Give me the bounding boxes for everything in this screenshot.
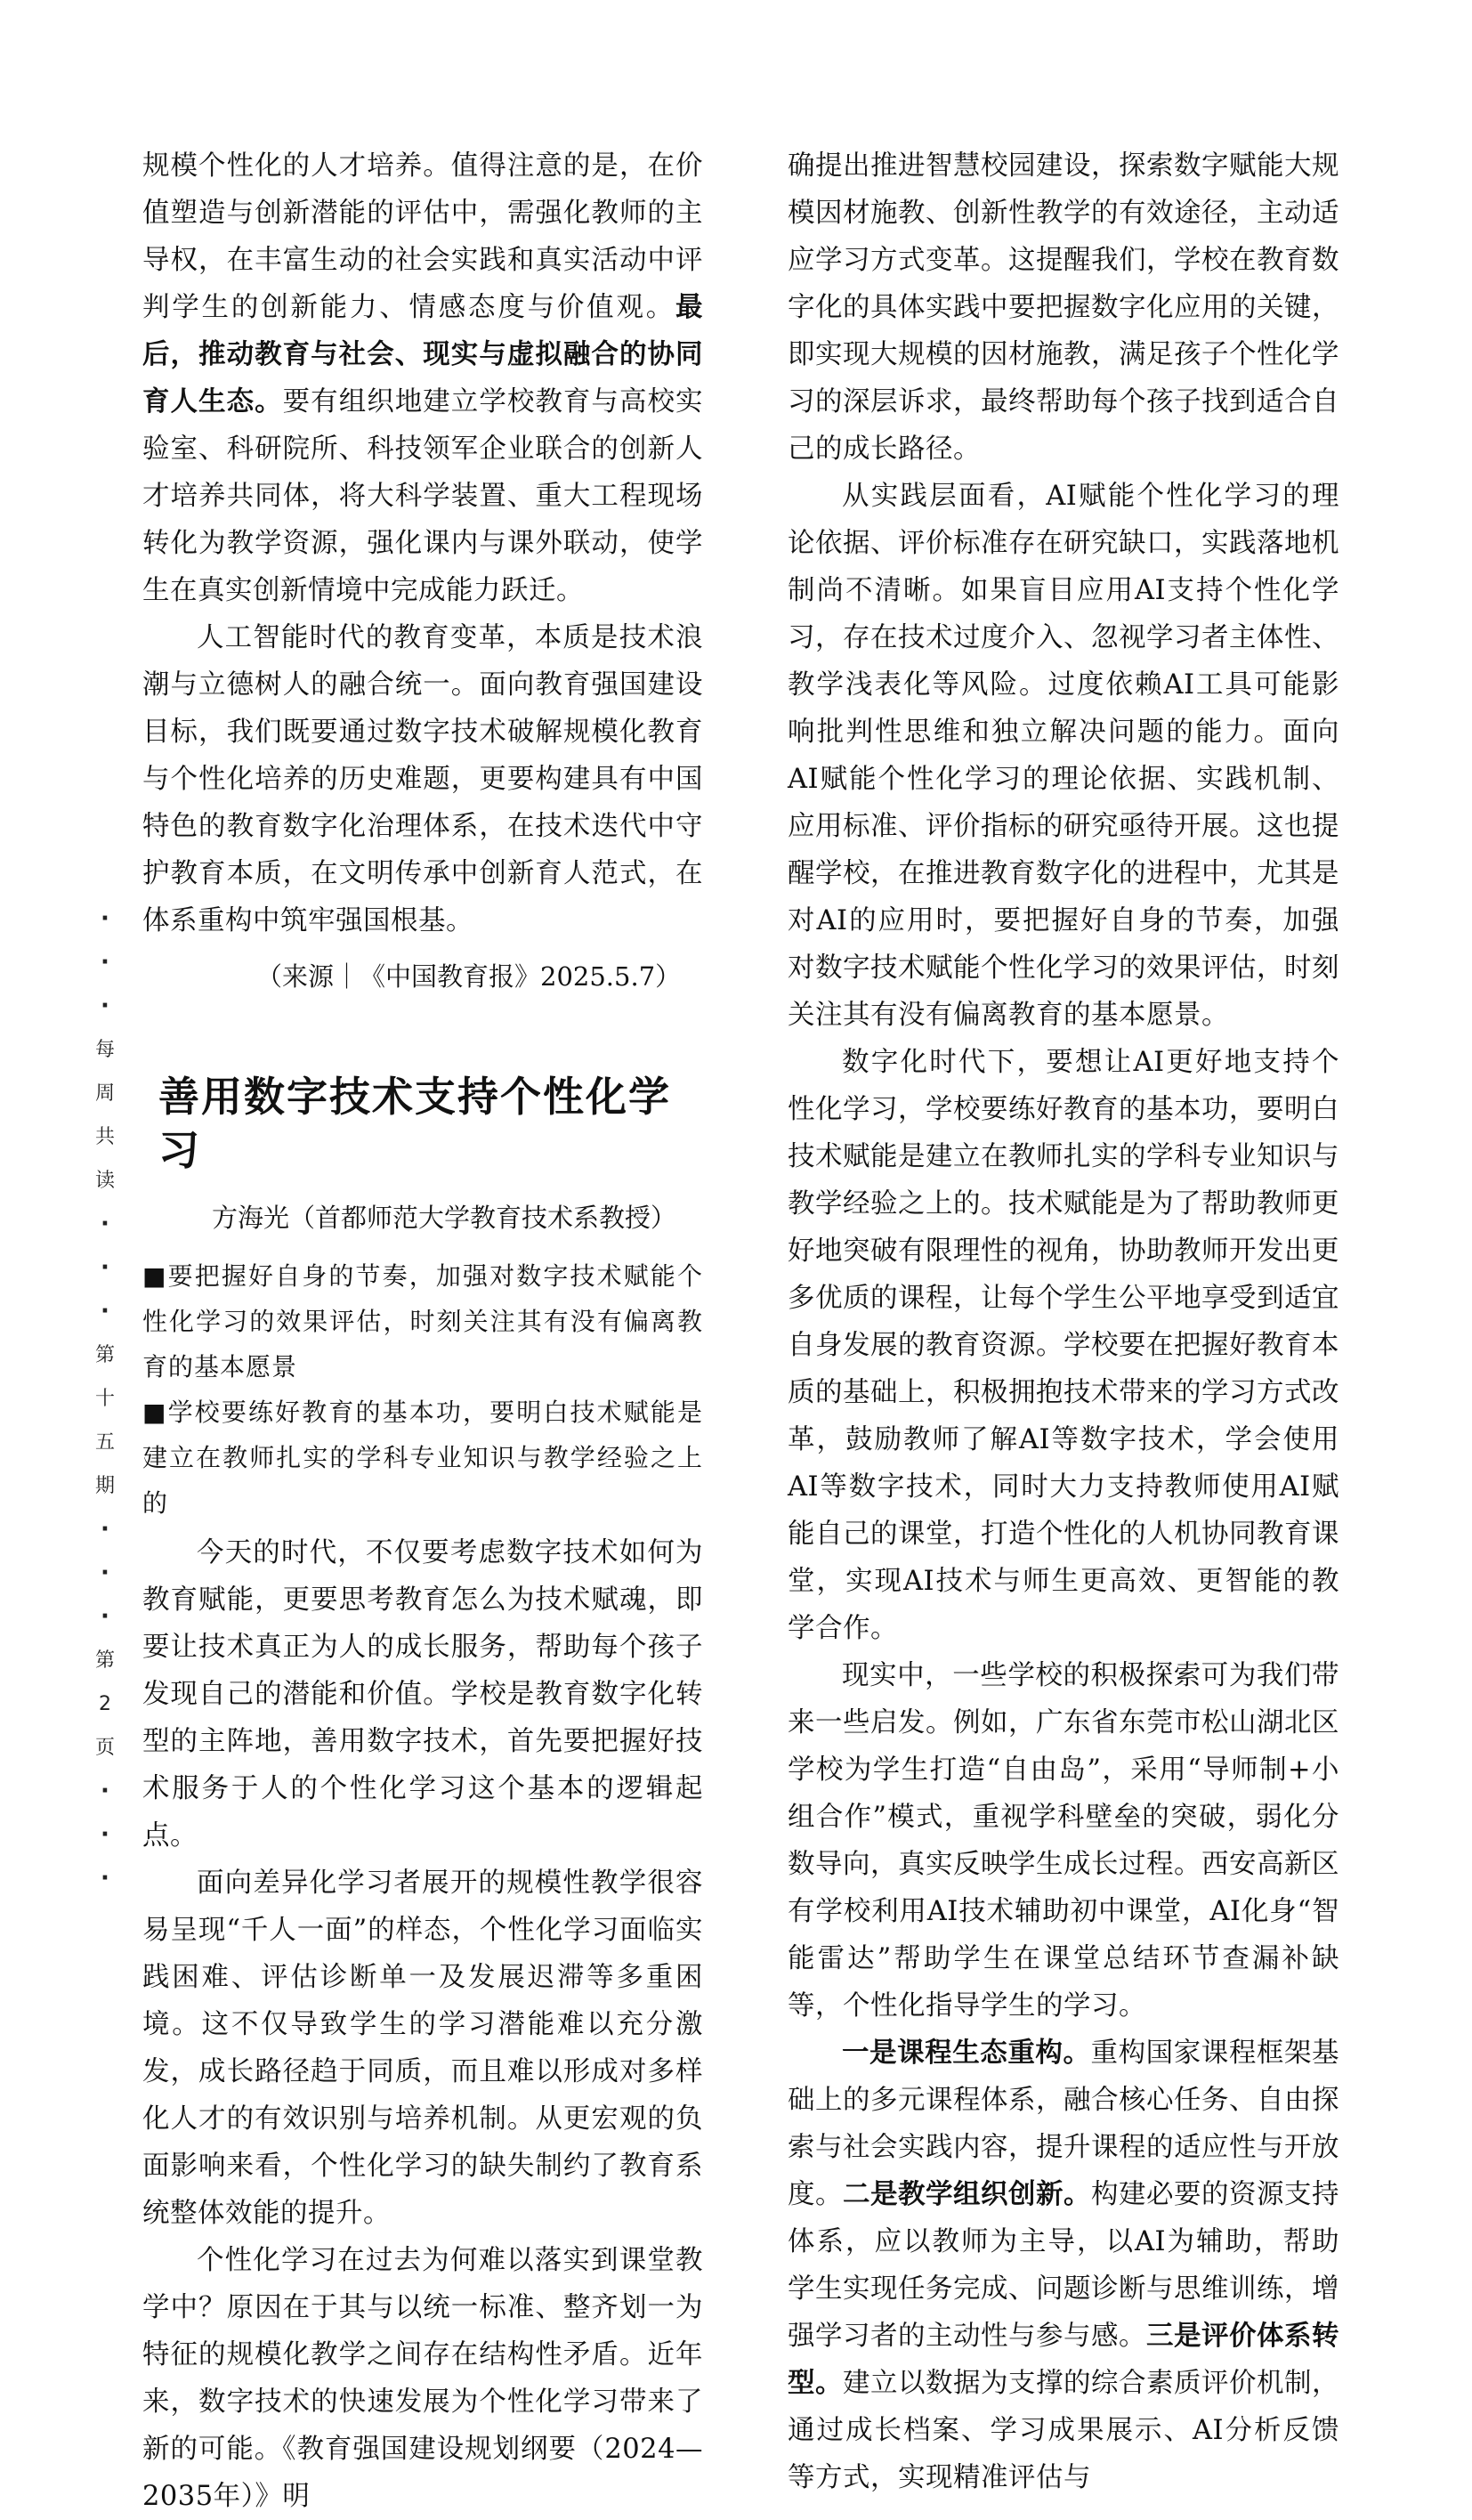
bold-run: 三是评价体系转型。: [788, 2320, 1339, 2399]
text-run: 从实践层面看，AI赋能个性化学习的理论依据、评价标准存在研究缺口，实践落地机制尚不清晰。如果盲目应用AI支持个性化学习，存在技术过度介入、忽视学习者主体性、教学浅表化等风险。过度依赖AI工具可能影响批判性思维和独立解决问题的能力。面向AI赋能个性化学习的理论依据、实践机制、应用标准、评价指标的研究亟待开展。这也提醒学校，在推进教育数字化的进程中，尤其是对AI的应用时，要把握好自身的节奏，加强对数字技术赋能个性化学习的效果评估，时刻关注其有没有偏离教育的基本愿景。: [788, 481, 1339, 1031]
strip-char: 周: [94, 1082, 115, 1105]
strip-dot: ·: [101, 1560, 109, 1586]
author-line: 方海光（首都师范大学教育技术系教授）: [212, 1203, 677, 1233]
paragraph: [788, 2030, 1339, 2501]
text-run: 今天的时代，不仅要考虑数字技术如何为教育赋能，更要思考教育怎么为技术赋魂，即要让技术真正为人的成长服务，帮助每个孩子发现自己的潜能和价值。学校是教育数字化转型的主阵地，善用数字技术，首先要把握好技术服务于人的个性化学习这个基本的逻辑起点。: [142, 1537, 703, 1852]
strip-dot: ·: [101, 1254, 109, 1281]
left-bottom-paragraphs: [142, 1529, 703, 2520]
strip-dot: ·: [101, 1603, 109, 1630]
text-run: 规模个性化的人才培养。值得注意的是，在价值塑造与创新潜能的评估中，需强化教师的主导权，在丰富生动的社会实践和真实活动中评判学生的创新能力、情感态度与价值观。: [142, 150, 703, 323]
highlight-item: ■学校要练好教育的基本功，要明白技术赋能是建立在教师扎实的学科专业知识与教学经验之上的: [142, 1398, 703, 1518]
right-column: [788, 142, 1339, 2501]
left-column: [142, 142, 703, 2520]
strip-dot: ·: [101, 1298, 109, 1325]
side-strip: [87, 897, 123, 1900]
paragraph: [788, 142, 1339, 473]
strip-dot: ·: [101, 905, 109, 932]
text-run: 面向差异化学习者展开的规模性教学很容易呈现“千人一面”的样态，个性化学习面临实践困难、评估诊断单一及发展迟滞等多重困境。这不仅导致学生的学习潜能难以充分激发，成长路径趋于同质，而且难以形成对多样化人才的有效识别与培养机制。从更宏观的负面影响来看，个性化学习的缺失制约了教育系统整体效能的提升。: [142, 1868, 703, 2229]
paragraph: [142, 142, 703, 614]
paragraph: [788, 1652, 1339, 2030]
strip-char: 五: [94, 1431, 115, 1454]
highlight-item: ■要把握好自身的节奏，加强对数字技术赋能个性化学习的效果评估，时刻关注其有没有偏离教育的基本愿景: [142, 1261, 703, 1382]
source-citation: （来源｜《中国教育报》2025.5.7）: [256, 961, 682, 992]
strip-dot: ·: [101, 949, 109, 976]
strip-dot: ·: [101, 1778, 109, 1804]
strip-dot: ·: [101, 1516, 109, 1543]
strip-char: 第: [94, 1344, 115, 1366]
strip-char: 读: [94, 1170, 115, 1192]
article-title: 善用数字技术支持个性化学习: [158, 1073, 671, 1174]
bold-run: 一是课程生态重构。: [842, 2037, 1091, 2069]
paragraph: [142, 2237, 703, 2520]
text-run: 要有组织地建立学校教育与高校实验室、科研院所、科技领军企业联合的创新人才培养共同体，将大科学装置、重大工程现场转化为教学资源，强化课内与课外联动，使学生在真实创新情境中完成能力跃迁。: [142, 386, 704, 606]
strip-char: 页: [94, 1737, 115, 1759]
bold-run: 最后，推动教育与社会、现实与虚拟融合的协同育人生态。: [142, 291, 703, 417]
paragraph: [788, 1039, 1339, 1652]
paragraph: [142, 1860, 703, 2237]
text-run: 个性化学习在过去为何难以落实到课堂教学中？原因在于其与以统一标准、整齐划一为特征的规模化教学之间存在结构性矛盾。近年来，数字技术的快速发展为个性化学习带来了新的可能。《教育强国建设规划纲要（2024—2035年）》明: [142, 2245, 703, 2512]
paragraph: [142, 614, 703, 944]
text-run: 建立以数据为支撑的综合素质评价机制，通过成长档案、学习成果展示、AI分析反馈等方式，实现精准评估与: [788, 2368, 1339, 2493]
strip-char: 共: [94, 1126, 115, 1148]
paragraph: [788, 473, 1339, 1039]
text-run: 确提出推进智慧校园建设，探索数字赋能大规模因材施教、创新性教学的有效途径，主动适应学习方式变革。这提醒我们，学校在教育数字化的具体实践中要把握数字化应用的关键，即实现大规模的因材施教，满足孩子个性化学习的深层诉求，最终帮助每个孩子找到适合自己的成长路径。: [788, 150, 1339, 465]
strip-char: 每: [94, 1039, 115, 1061]
text-run: 现实中，一些学校的积极探索可为我们带来一些启发。例如，广东省东莞市松山湖北区学校为学生打造“自由岛”，采用“导师制+小组合作”模式，重视学科壁垒的突破，弱化分数导向，真实反映学生成长过程。西安高新区有学校利用AI技术辅助初中课堂，AI化身“智能雷达”帮助学生在课堂总结环节查漏补缺等，个性化指导学生的学习。: [788, 1660, 1339, 2022]
strip-dot: ·: [101, 1865, 109, 1892]
strip-dot: ·: [101, 993, 109, 1019]
text-run: 人工智能时代的教育变革，本质是技术浪潮与立德树人的融合统一。面向教育强国建设目标，我们既要通过数字技术破解规模化教育与个性化培养的历史难题，更要构建具有中国特色的教育数字化治理体系，在技术迭代中守护教育本质，在文明传承中创新育人范式，在体系重构中筑牢强国根基。: [142, 622, 703, 936]
text-run: 构建必要的资源支持体系，应以教师为主导，以AI为辅助，帮助学生实现任务完成、问题诊断与思维训练，增强学习者的主动性与参与感。: [788, 2179, 1339, 2352]
strip-char: 十: [94, 1388, 115, 1410]
strip-dot: ·: [101, 1821, 109, 1848]
bold-run: 二是教学组织创新。: [843, 2178, 1091, 2210]
paragraph: [142, 1529, 703, 1860]
strip-char: 期: [94, 1475, 115, 1497]
strip-char: 第: [94, 1649, 115, 1672]
strip-char: 2: [99, 1693, 111, 1715]
text-run: 数字化时代下，要想让AI更好地支持个性化学习，学校要练好教育的基本功，要明白技术赋能是建立在教师扎实的学科专业知识与教学经验之上的。技术赋能是为了帮助教师更好地突破有限理性的视角，协助教师开发出更多优质的课程，让每个学生公平地享受到适宜自身发展的教育资源。学校要在把握好教育本质的基础上，积极拥抱技术带来的学习方式改革，鼓励教师了解AI等数字技术，学会使用AI等数字技术，同时大力支持教师使用AI赋能自己的课堂，打造个性化的人机协同教育课堂，实现AI技术与师生更高效、更智能的教学合作。: [788, 1047, 1339, 1644]
highlights: [142, 1253, 703, 1526]
text-run: 重构国家课程框架基础上的多元课程体系，融合核心任务、自由探索与社会实践内容，提升课程的适应性与开放度。: [788, 2038, 1340, 2210]
left-top-paragraphs: [142, 142, 703, 944]
strip-dot: ·: [101, 1211, 109, 1237]
